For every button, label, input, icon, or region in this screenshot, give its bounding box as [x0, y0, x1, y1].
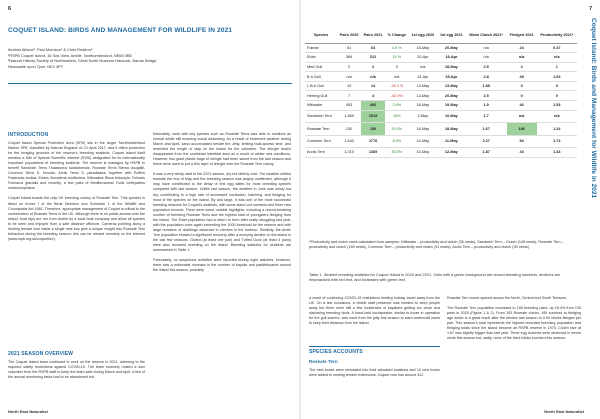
table-cell: 19-May — [437, 101, 466, 111]
table-cell: -26.3 % — [385, 81, 408, 91]
right-col2-paragraph-1: Roseate Tern boxes spaced across the North, Central and South Terraces. — [447, 296, 568, 300]
table-cell: 2 — [507, 62, 537, 72]
page-number: 7 — [588, 6, 592, 12]
table-cell: 20-May — [437, 43, 466, 53]
authors: Ibrahim Alfarwi¹, Paul Morrison¹ & Chris Redfern² — [8, 47, 93, 52]
table-header: 1st egg 2021 — [437, 27, 466, 43]
table-cell: Eider — [305, 53, 337, 63]
table-cell: 0 — [507, 81, 537, 91]
column2-paragraph-1: fortunately, work with key species such as Roseate Terns was able to continue as normal whilst still ensuring social distancing. As a result of inclement weather during March and April, sand accumulated beside the Jetty, limiting boat-access time, and restricted the length of stay on the island for the volunteer. The shingle beach disappeared from the southeast intertidal area as a result of winter sea conditions. However, two giant plastic bags of shingle had been saved from the last season and these were used to put a thin layer of shingle over the Roseate Tern colony. — [153, 132, 291, 167]
column2-paragraph-2: It was a very windy start to the 2021 season, dry but bitterly cold. The weather settled towards the end of May and the breeding season was largely unaffected, although it may have contributed to the delay of first egg dates for most breeding species compared with last season. Unlike last season, the weather in June was windy but dry, contributing to a high rate of successful incubation, hatching, and fledging for most of the species on the island. By and large, it was one of the most successful breeding seasons for Coquet's seabirds, with some stand-out numbers and three new population records. There were some notable highlights, including a record-breaking number of breeding Roseate Terns and the highest total of youngsters fledging from the island. The Eider population had a return to form after really struggling last year, with the population once again exceeding the 1000 threshold for the reserve and with large numbers of ducklings observed in crèches in the harbour. Similarly, the Arctic Tern population showed a significant recovery after a worrying decline on the island in the last few seasons. Gulled (at least one pair) and Tufted Duck (at least 4 pairs) were also recorded breeding on the island. Breeding statistics for seabirds are summarised in Table 1. — [153, 172, 291, 253]
table-cell: 10-May — [437, 110, 466, 123]
table-header: Fledged 2021 — [507, 27, 537, 43]
table-cell: 13-May — [409, 81, 438, 91]
right-column-2 — [447, 296, 581, 406]
table-row — [305, 43, 577, 53]
author-block — [8, 47, 157, 69]
table-cell: 1.67 — [466, 123, 507, 136]
table-cell: 2.5 — [466, 91, 507, 101]
table-cell: Arctic Tern — [305, 148, 337, 158]
table-cell: n/a — [337, 72, 361, 82]
table-cell: n/a — [466, 43, 507, 53]
table-cell: 14 — [361, 81, 385, 91]
table-cell: L.B-b Gull — [305, 81, 337, 91]
table-cell: 2 — [361, 62, 385, 72]
table-cell: Roseate Tern — [305, 123, 337, 136]
table-cell: 1.87 — [466, 148, 507, 158]
table-caption: Table 1. Seabird breeding statistics for Coquet Island in 2020 and 2021. Cells with a green background are record-breaking numbers, declines are emphasised with red text, and increases with green text. — [309, 272, 561, 283]
table-header: Species — [305, 27, 337, 43]
table-cell: 54 — [507, 135, 537, 148]
table-cell: 18-Apr — [437, 53, 466, 63]
column2-paragraph-3: Fortunately, no suspicious activities were reported during night watches. However, there was a noticeable increase in the number of kayaks and paddleboards around the island this season, probably — [153, 258, 291, 273]
table-cell: 1.7 — [466, 110, 507, 123]
table-cell: 1.74 — [537, 135, 577, 148]
affiliation-2: ²Natural History Society of Northumbria, Great North Museum Hancock, Barras Bridge, — [8, 58, 158, 64]
table-cell: 1,669 — [337, 110, 361, 123]
table-cell: 35.5% — [385, 148, 408, 158]
table-cell: 18-May — [437, 62, 466, 72]
table-header: Mean Clutch 2021* — [466, 27, 507, 43]
table-cell: 1.63 — [537, 72, 577, 82]
table-header: Pairs 2021 — [361, 27, 385, 43]
affiliation-1: ¹RSPB Coquet Island, 16 Sea View, Amble, Northumberland, NE65 0BE — [8, 52, 133, 58]
table-cell: 64 — [361, 43, 385, 53]
intro-column — [8, 141, 145, 349]
table-cell: 15 % — [385, 53, 408, 63]
season-paragraph-1: The Coquet Island team continued to work on the reserve in 2021, adhering to the required safety restrictions against COVID-19. The team routinely hosted a solo volunteer from the RSPB staff to keep the team safe during March and April. A few of the annual monitoring tasks had to be abandoned but, — [8, 360, 145, 380]
table-row — [305, 101, 577, 111]
table-cell: 0 — [385, 62, 408, 72]
table-cell: 49 — [507, 72, 537, 82]
table-cell: 130 — [337, 123, 361, 136]
table-header: Productivity 2021* — [537, 27, 577, 43]
table-cell: n/a — [361, 72, 385, 82]
season-column — [8, 360, 145, 406]
table-cell: 61 — [337, 43, 361, 53]
table-cell: Med Gull — [305, 62, 337, 72]
table-cell: 18-May — [409, 101, 438, 111]
table-cell: -42.9% — [385, 91, 408, 101]
table-cell: Herring Gull — [305, 91, 337, 101]
table-cell: 1919 — [361, 110, 385, 123]
table-cell: 7 — [337, 91, 361, 101]
second-column — [153, 132, 291, 404]
article-title: COQUET ISLAND: BIRDS AND MANAGEMENT FOR WILDLIFE IN 2021 — [8, 27, 233, 34]
intro-paragraph-2: Coquet Island boasts the only UK breeding colony of Roseate Tern. This species is listed on Annex I of the Birds Directive and Schedule 1 of the Wildlife and Countryside Act 1981. Therefore, appropriate management of Coquet is critical to the conservation of Roseate Terns in the UK. Although there is no public access onto the island, boat trips are run from Amble by a local boat company and allow all species to be seen and enjoyed from a safe distance offshore. Cameras pointing along a nesting terrace and inside a single nest box give a unique insight into Roseate Tern behaviour during the breeding season; this can be viewed remotely on the internet (www.rspb.org.uk/coquetlive). — [8, 196, 145, 241]
table-cell: 1776 — [361, 135, 385, 148]
table-cell: 150 — [361, 123, 385, 136]
table-cell: Common Tern — [305, 135, 337, 148]
table-footnote: *Productivity and clutch sizes calculated from samples: Kittiwake – productivity and clutch (30 nests), Sandwich Tern – Clutch (145 nests), Roseate Tern – productivity and clutch (150 nests), Common Tern – productivity and clutch (31 nests), Arctic Tern – productivity and clutch (30 nests) — [309, 240, 564, 250]
table-cell: 2 — [337, 62, 361, 72]
table-cell: 312 — [361, 53, 385, 63]
table-header: 1st egg 2020 — [409, 27, 438, 43]
table-cell: 10-May — [409, 148, 438, 158]
table-row — [305, 123, 577, 136]
table-cell: n/a — [507, 53, 537, 63]
table-cell: 0 — [537, 91, 577, 101]
table-cell: 1.24 — [537, 123, 577, 136]
table-cell: Kittiwake — [305, 101, 337, 111]
table-cell: 15% — [385, 110, 408, 123]
table-cell: 11-May — [437, 135, 466, 148]
left-page — [0, 0, 299, 419]
section-heading-season: 2021 SEASON OVERVIEW — [8, 351, 74, 357]
table-cell: 4.9 % — [385, 43, 408, 53]
right-col2-paragraph-2: The Roseate Tern population increased to 150 breeding pairs, up 15.4% from 130 pairs in 2020 (Figure 1 & 2). From 193 Roseate chicks, 185 survived to fledging age which is a great result after the decline last season to 0.94 chicks fledged per pair. This season's total represents the highest recorded breeding population and fledging totals since the island became an RSPB reserve in 1970. Clutch size at 1.67 was slightly bigger than last year. Three egg clutches were observed in seven nests this season but, sadly, none of the third chicks survived this season. — [447, 306, 581, 341]
table-cell: 369 — [337, 53, 361, 63]
table-cell: 8.3% — [385, 135, 408, 148]
table-cell: 2.8% — [385, 101, 408, 111]
right-column-1 — [309, 296, 440, 346]
table-row — [305, 72, 577, 82]
right-page — [301, 0, 600, 419]
table-cell: 20-May — [437, 91, 466, 101]
table-cell: 186 — [507, 123, 537, 136]
intro-paragraph-1: Coquet Island Special Protection Area (SPA) sits in the larger 'Northumberland Marine SPA' classified by Natural England on 21 April 2017, and it offers protection for the foraging grounds of the reserve's breeding seabirds. Coquet Island itself remains a Site of Special Scientific Interest (SSSI) designated for its internationally important populations of breeding seabirds. The reserve is managed by RSPB to benefit Sandwich Terns Thalasseus sandvicensis, Roseate Terns Sterna dougallii, Common Terns S. hirundo, Arctic Terns S. paradisaea, together with Puffins Fratercula arctica, Eiders Somateria mollissima, Kittiwakes Rissa tridactyla, Fulmars Fulmarus glacialis and recently, a few pairs of Mediterranean Gulls Ichthyaetus melanocephalus. — [8, 141, 145, 191]
table-row — [305, 110, 577, 123]
table-cell: 1,640 — [337, 135, 361, 148]
roseate-paragraph-1: The nest boxes were reinstated into their allocated locations and 10 new boxes were added to nesting terrace extensions. Coquet now has around 312 — [309, 368, 440, 378]
table-header: % Change — [385, 27, 408, 43]
table-cell: 13-May — [409, 91, 438, 101]
table-row — [305, 135, 577, 148]
right-paragraph-1: a result of continuing COVID-19 restrictions limiting holiday travel away from the UK. On a few occasions, a visible staff presence was needed to keep people away but there were still a few incidences of kayakers getting too close and disturbing breeding birds. A hand-held loudspeaker, similar to those in operation for the gull scarers, was used from the jetty this season to warn watercraft users to keep their distance from the island. — [309, 296, 440, 326]
section-heading-introduction: INTRODUCTION — [8, 132, 49, 138]
page-number: 6 — [8, 6, 12, 12]
table-cell: 10-May — [409, 135, 438, 148]
table-cell: 1369 — [361, 148, 385, 158]
table-row — [305, 148, 577, 158]
table-row — [305, 91, 577, 101]
divider — [309, 346, 440, 347]
table-cell: 15-May — [409, 43, 438, 53]
table-cell: n/a — [537, 110, 577, 123]
table-cell: 0.37 — [537, 43, 577, 53]
table-row — [305, 53, 577, 63]
table-cell: 453 — [337, 101, 361, 111]
table-cell: 16-May — [409, 123, 438, 136]
table-cell: 1.85 — [466, 81, 507, 91]
affiliation-2-cont: Newcastle upon Tyne, NE2 4PT — [8, 63, 64, 69]
table-cell: Sandwich Tern — [305, 110, 337, 123]
seabird-statistics-table — [305, 27, 577, 158]
table-cell: 466 — [361, 101, 385, 111]
table-row — [305, 62, 577, 72]
table-header: Pairs 2020 — [337, 27, 361, 43]
journal-footer: North East Naturalist — [8, 409, 48, 414]
table-cell: 2.8 — [466, 72, 507, 82]
table-cell: Fulmar — [305, 43, 337, 53]
table-header-row — [305, 27, 577, 43]
table-cell: 18-May — [437, 123, 466, 136]
subheading-roseate-tern: Roseate Tern — [309, 359, 338, 364]
table-cell: 25-Apr — [437, 72, 466, 82]
table-row — [305, 81, 577, 91]
table-cell: n/a — [507, 110, 537, 123]
table-cell: 1.43 — [537, 148, 577, 158]
table-cell: 46 — [507, 101, 537, 111]
table-cell: 1.9 — [466, 101, 507, 111]
table-cell: n/a — [409, 62, 438, 72]
table-cell: n/a — [466, 53, 507, 63]
table-cell: 1 — [537, 62, 577, 72]
table-cell: B-h Gull — [305, 72, 337, 82]
table-cell: 20-Apr — [409, 53, 438, 63]
table-cell: 1,010 — [337, 148, 361, 158]
journal-footer: North East Naturalist — [544, 409, 584, 414]
table-cell: 12-May — [437, 148, 466, 158]
table-cell: 2-May — [409, 110, 438, 123]
running-side-title: Coquet Island: Birds and Management for Wildlife in 2021 — [590, 18, 597, 199]
table-cell: 19 — [337, 81, 361, 91]
table-cell: n/a — [385, 72, 408, 82]
table-cell: 14-Apr — [409, 72, 438, 82]
table-cell: 2.27 — [466, 135, 507, 148]
table-cell: 24 — [507, 43, 537, 53]
table-cell: 1.53 — [537, 101, 577, 111]
table-cell: n/a — [537, 53, 577, 63]
table-cell: 0 — [537, 81, 577, 91]
table-cell: 4 — [361, 91, 385, 101]
table-cell: 0 — [507, 91, 537, 101]
section-heading-species-accounts: SPECIES ACCOUNTS — [309, 349, 363, 355]
roseate-column — [309, 368, 440, 406]
divider — [8, 83, 292, 84]
table-cell: 15.4% — [385, 123, 408, 136]
table-cell: 2.5 — [466, 62, 507, 72]
table-cell: 13-May — [437, 81, 466, 91]
table-cell: 43 — [507, 148, 537, 158]
